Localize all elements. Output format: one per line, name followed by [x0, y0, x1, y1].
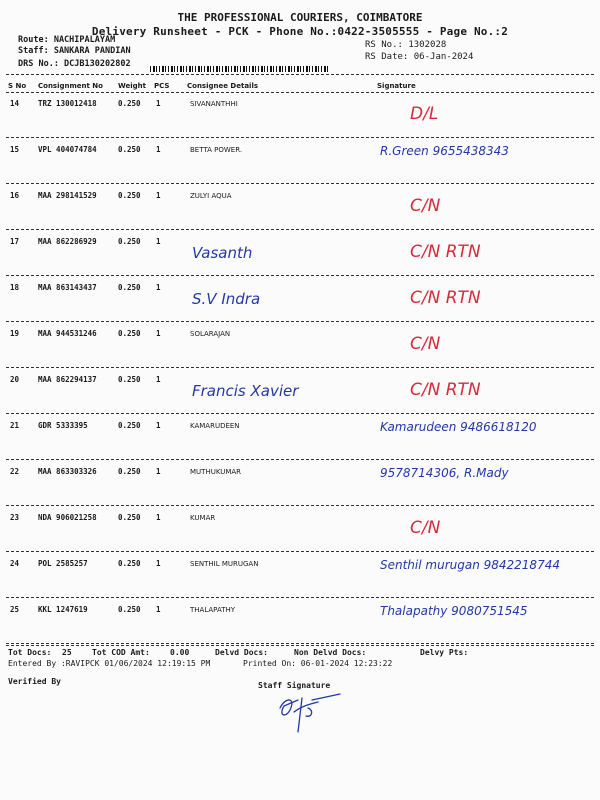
- row-weight: 0.250: [118, 145, 141, 154]
- row-signature: C/N RTN: [410, 242, 481, 262]
- row-pcs: 1: [156, 513, 161, 522]
- row-sno: 19: [10, 329, 20, 338]
- row-consignment-no: MAA 944531246: [38, 329, 97, 338]
- row-consignment-no: MAA 863143437: [38, 283, 97, 292]
- row-signature: D/L: [410, 104, 439, 124]
- row-sno: 23: [10, 513, 20, 522]
- row-pcs: 1: [156, 605, 161, 614]
- row-weight: 0.250: [118, 99, 141, 108]
- verified-by-label: Verified By: [8, 677, 61, 686]
- row-consignee: MUTHUKUMAR: [190, 468, 242, 476]
- row-consignment-no: VPL 404074784: [38, 145, 97, 154]
- non-delvd-docs-label: Non Delvd Docs:: [294, 648, 367, 657]
- col-pcs: PCS: [154, 82, 170, 90]
- barcode: [150, 66, 330, 72]
- row-weight: 0.250: [118, 559, 141, 568]
- row-signature: C/N: [410, 196, 441, 216]
- row-consignment-no: POL 2585257: [38, 559, 88, 568]
- col-signature: Signature: [377, 82, 416, 90]
- table-row: [0, 414, 600, 460]
- col-weight: Weight: [118, 82, 146, 90]
- row-sno: 17: [10, 237, 20, 246]
- col-sno: S No: [8, 82, 27, 90]
- row-consignment-no: GDR 5333395: [38, 421, 88, 430]
- row-sno: 25: [10, 605, 20, 614]
- row-sno: 16: [10, 191, 20, 200]
- table-row: [0, 552, 600, 598]
- row-consignee: ZULYI AQUA: [190, 192, 232, 200]
- drs-number: DRS No.: DCJB130202802: [18, 59, 131, 69]
- row-consignee: KUMAR: [190, 514, 216, 522]
- row-consignment-no: MAA 862286929: [38, 237, 97, 246]
- col-consignment: Consignment No: [38, 82, 103, 90]
- route-label: Route: NACHIPALAYAM: [18, 35, 116, 45]
- table-row: [0, 230, 600, 276]
- row-sno: 20: [10, 375, 20, 384]
- row-pcs: 1: [156, 375, 161, 384]
- row-sno: 15: [10, 145, 20, 154]
- row-weight: 0.250: [118, 375, 141, 384]
- row-pcs: 1: [156, 191, 161, 200]
- row-separator: [6, 643, 594, 644]
- row-weight: 0.250: [118, 467, 141, 476]
- table-row: [0, 276, 600, 322]
- row-pcs: 1: [156, 329, 161, 338]
- row-consignment-no: MAA 862294137: [38, 375, 97, 384]
- row-pcs: 1: [156, 559, 161, 568]
- rs-date: RS Date: 06-Jan-2024: [365, 52, 474, 62]
- table-row: [0, 322, 600, 368]
- row-signature: Thalapathy 9080751545: [380, 604, 528, 618]
- row-consignee: THALAPATHY: [190, 606, 236, 614]
- row-pcs: 1: [156, 99, 161, 108]
- row-consignment-no: MAA 298141529: [38, 191, 97, 200]
- row-sno: 24: [10, 559, 20, 568]
- row-pcs: 1: [156, 283, 161, 292]
- runsheet-title: Delivery Runsheet - PCK - Phone No.:0422-3505555 - Page No.:2: [91, 25, 509, 38]
- tot-cod-label: Tot COD Amt:: [92, 648, 150, 657]
- row-signature: C/N RTN: [410, 380, 481, 400]
- row-sno: 21: [10, 421, 20, 430]
- row-signature: 9578714306, R.Mady: [380, 466, 509, 480]
- rs-number: RS No.: 1302028: [365, 40, 447, 50]
- row-consignee: SENTHIL MURUGAN: [190, 560, 259, 568]
- row-weight: 0.250: [118, 237, 141, 246]
- table-row: [0, 92, 600, 138]
- footer-rule: [6, 645, 594, 646]
- row-sno: 14: [10, 99, 20, 108]
- row-signature: C/N: [410, 518, 441, 538]
- row-weight: 0.250: [118, 513, 141, 522]
- row-sno: 22: [10, 467, 20, 476]
- col-consignee: Consignee Details: [187, 82, 259, 90]
- staff-signature-label: Staff Signature: [258, 681, 331, 690]
- table-row: [0, 598, 600, 644]
- row-consignment-no: NDA 906021258: [38, 513, 97, 522]
- printed-on: Printed On: 06-01-2024 12:23:22: [243, 659, 393, 668]
- row-signature: Senthil murugan 9842218744: [380, 558, 560, 572]
- company-name: THE PROFESSIONAL COURIERS, COIMBATORE: [177, 11, 423, 24]
- row-signature: R.Green 9655438343: [380, 144, 509, 158]
- row-sno: 18: [10, 283, 20, 292]
- delvd-docs-label: Delvd Docs:: [215, 648, 268, 657]
- row-pcs: 1: [156, 467, 161, 476]
- row-consignee: SOLARAJAN: [190, 330, 231, 338]
- table-row: [0, 506, 600, 552]
- tot-docs-label: Tot Docs:: [8, 648, 52, 657]
- table-row: [0, 184, 600, 230]
- staff-signature-scribble: [268, 688, 348, 738]
- row-signature: Kamarudeen 9486618120: [380, 420, 537, 434]
- table-row: [0, 138, 600, 184]
- row-consignee: BETTA POWER.: [190, 146, 243, 154]
- tot-cod-value: 0.00: [170, 648, 190, 657]
- row-weight: 0.250: [118, 421, 141, 430]
- row-consignee: SIVANANTHHI: [190, 100, 238, 108]
- tot-docs-value: 25: [62, 648, 72, 657]
- row-pcs: 1: [156, 145, 161, 154]
- row-weight: 0.250: [118, 329, 141, 338]
- row-handwritten-name: Francis Xavier: [192, 382, 299, 400]
- row-signature: C/N RTN: [410, 288, 481, 308]
- row-signature: C/N: [410, 334, 441, 354]
- entered-by: Entered By :RAVIPCK 01/06/2024 12:19:15 PM: [8, 659, 211, 668]
- row-pcs: 1: [156, 237, 161, 246]
- row-consignment-no: TRZ 130012418: [38, 99, 97, 108]
- header-top-rule: [6, 74, 594, 75]
- delvy-pts-label: Delvy Pts:: [420, 648, 469, 657]
- row-weight: 0.250: [118, 283, 141, 292]
- table-row: [0, 460, 600, 506]
- row-consignment-no: KKL 1247619: [38, 605, 88, 614]
- table-row: [0, 368, 600, 414]
- row-consignment-no: MAA 863303326: [38, 467, 97, 476]
- row-weight: 0.250: [118, 605, 141, 614]
- row-consignee: KAMARUDEEN: [190, 422, 240, 430]
- row-handwritten-name: S.V Indra: [192, 290, 261, 308]
- row-handwritten-name: Vasanth: [192, 244, 253, 262]
- row-pcs: 1: [156, 421, 161, 430]
- staff-label: Staff: SANKARA PANDIAN: [18, 46, 131, 56]
- row-weight: 0.250: [118, 191, 141, 200]
